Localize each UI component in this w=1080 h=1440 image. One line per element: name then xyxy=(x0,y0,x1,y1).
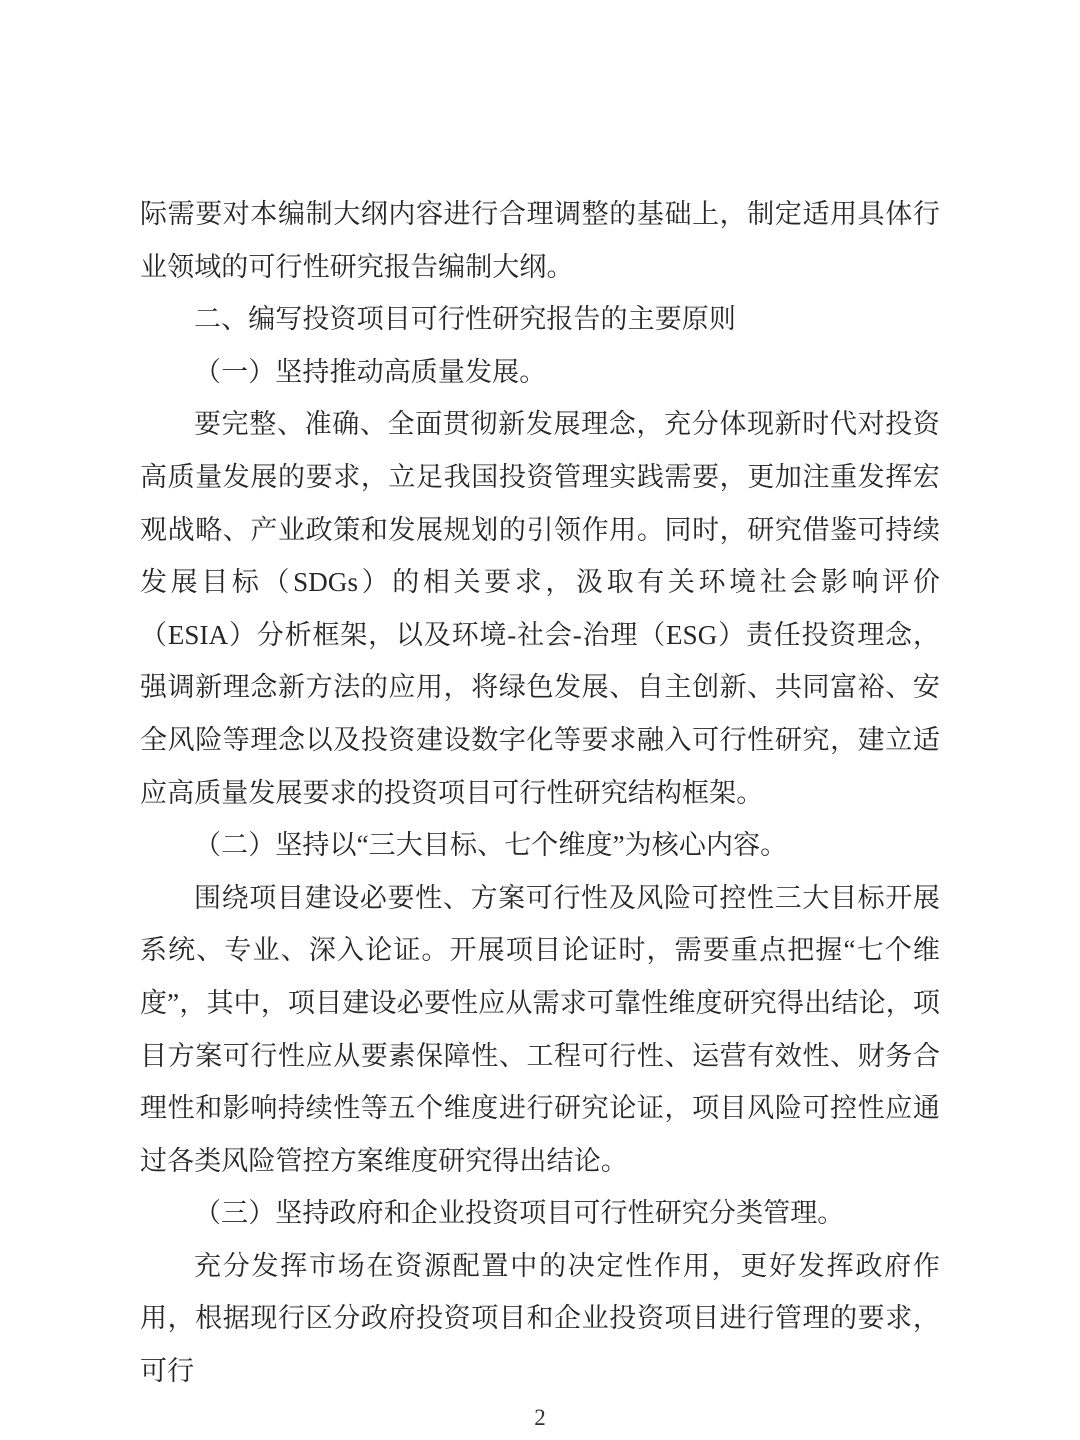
subsection-heading-1: （一）坚持推动高质量发展。 xyxy=(194,356,547,387)
paragraph-continuation: 际需要对本编制大纲内容进行合理调整的基础上，制定适用具体行业领域的可行性研究报告编制大纲。 xyxy=(140,199,940,282)
subsection-heading-3: （三）坚持政府和企业投资项目可行性研究分类管理。 xyxy=(194,1198,845,1229)
page-number: 2 xyxy=(534,1405,546,1430)
subsection-heading-2: （二）坚持以“三大目标、七个维度”为核心内容。 xyxy=(194,830,788,861)
document-body xyxy=(140,188,940,1398)
paragraph: 充分发挥市场在资源配置中的决定性作用，更好发挥政府作用，根据现行区分政府投资项目和企业投资项目进行管理的要求，可行 xyxy=(140,1250,940,1387)
paragraph: 围绕项目建设必要性、方案可行性及风险可控性三大目标开展系统、专业、深入论证。开展项目论证时，需要重点把握“七个维度”，其中，项目建设必要性应从需求可靠性维度研究得出结论，项目方案可行性应从要素保障性、工程可行性、运营有效性、财务合理性和影响持续性等五个维度进行研究论证，项目风险可控性应通过各类风险管控方案维度研究得出结论。 xyxy=(140,882,940,1176)
paragraph: 要完整、准确、全面贯彻新发展理念，充分体现新时代对投资高质量发展的要求，立足我国投资管理实践需要，更加注重发挥宏观战略、产业政策和发展规划的引领作用。同时，研究借鉴可持续发展目标（SDGs）的相关要求，汲取有关环境社会影响评价（ESIA）分析框架，以及环境-社会-治理（ESG）责任投资理念，强调新理念新方法的应用，将绿色发展、自主创新、共同富裕、安全风险等理念以及投资建设数字化等要求融入可行性研究，建立适应高质量发展要求的投资项目可行性研究结构框架。 xyxy=(140,409,940,808)
section-heading: 二、编写投资项目可行性研究报告的主要原则 xyxy=(194,304,736,335)
